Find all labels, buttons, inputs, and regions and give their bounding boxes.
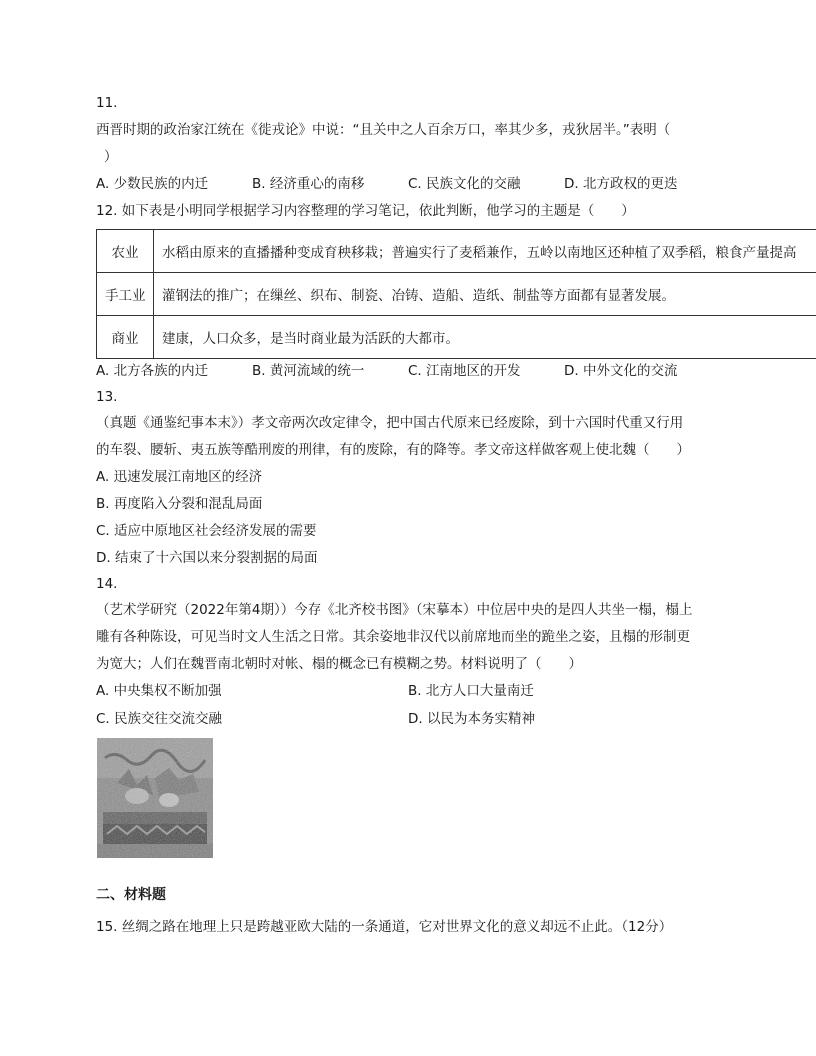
q11-option-c: C. 民族文化的交融 xyxy=(408,176,521,192)
q11-option-d: D. 北方政权的更迭 xyxy=(564,176,678,192)
table-row-heading: 农业 xyxy=(97,230,154,273)
q12-option-c: C. 江南地区的开发 xyxy=(408,363,521,379)
table-row xyxy=(97,230,816,273)
q12-stem: 12. 如下表是小明同学根据学习内容整理的学习笔记，依此判断，他学习的主题是（ ） xyxy=(96,203,635,219)
q11-stem-end: ） xyxy=(104,149,118,165)
section2-heading: 二、材料题 xyxy=(96,887,166,903)
table-row-content: 灌钢法的推广；在缫丝、织布、制瓷、冶铸、造船、造纸、制盐等方面都有显著发展。 xyxy=(154,273,816,316)
q13-option-a: A. 迅速发展江南地区的经济 xyxy=(96,469,263,485)
q12-option-a: A. 北方各族的内迁 xyxy=(96,363,209,379)
q11-number: 11. xyxy=(96,95,118,111)
q14-stem-line1: （艺术学研究（2022年第4期））今存《北齐校书图》（宋摹本）中位居中央的是四人共坐一榻，榻上 xyxy=(96,602,693,618)
q14-option-c: C. 民族交往交流交融 xyxy=(96,711,223,727)
table-row xyxy=(97,273,816,316)
q13-option-d: D. 结束了十六国以来分裂割据的局面 xyxy=(96,550,318,566)
q14-option-a: A. 中央集权不断加强 xyxy=(96,683,222,699)
table-row-heading: 商业 xyxy=(97,316,154,359)
q12-option-d: D. 中外文化的交流 xyxy=(564,363,678,379)
q12-notes-table xyxy=(96,229,816,359)
q14-option-d: D. 以民为本务实精神 xyxy=(408,711,535,727)
table-row-content: 水稻由原来的直播播种变成育秧移栽；普遍实行了麦稻兼作，五岭以南地区还种植了双季稻，粮食产量提高 xyxy=(154,230,816,273)
table-row xyxy=(97,316,816,359)
table-row-heading: 手工业 xyxy=(97,273,154,316)
q12-option-b: B. 黄河流域的统一 xyxy=(252,363,365,379)
q11-option-a: A. 少数民族的内迁 xyxy=(96,176,209,192)
table-row-content: 建康，人口众多，是当时商业最为活跃的大都市。 xyxy=(154,316,816,359)
q13-option-c: C. 适应中原地区社会经济发展的需要 xyxy=(96,523,317,539)
painting-image xyxy=(97,738,213,858)
q11-option-b: B. 经济重心的南移 xyxy=(252,176,365,192)
q14-stem-line2: 雕有各种陈设，可见当时文人生活之日常。其余姿地非汉代以前席地而坐的跪坐之姿，且榻的形制更 xyxy=(96,629,690,645)
q15-stem: 15. 丝绸之路在地理上只是跨越亚欧大陆的一条通道，它对世界文化的意义却远不止此。（12分） xyxy=(96,919,673,935)
q14-stem-line3: 为宽大；人们在魏晋南北朝时对帐、榻的概念已有模糊之势。材料说明了（ ） xyxy=(96,656,582,672)
q13-stem-line2: 的车裂、腰斩、夷五族等酷刑废的刑律，有的废除，有的降等。孝文帝这样做客观上使北魏（ ） xyxy=(96,442,690,458)
q14-option-b: B. 北方人口大量南迁 xyxy=(408,683,534,699)
q13-option-b: B. 再度陷入分裂和混乱局面 xyxy=(96,496,263,512)
q13-number: 13. xyxy=(96,389,118,405)
q11-stem: 西晋时期的政治家江统在《徙戎论》中说：“且关中之人百余万口，率其少多，戎狄居半。”表明（ xyxy=(96,122,671,138)
q13-stem-line1: （真题《通鉴纪事本末》）孝文帝两次改定律令，把中国古代原来已经废除，到十六国时代重又行用 xyxy=(96,415,684,431)
q14-number: 14. xyxy=(96,576,118,592)
